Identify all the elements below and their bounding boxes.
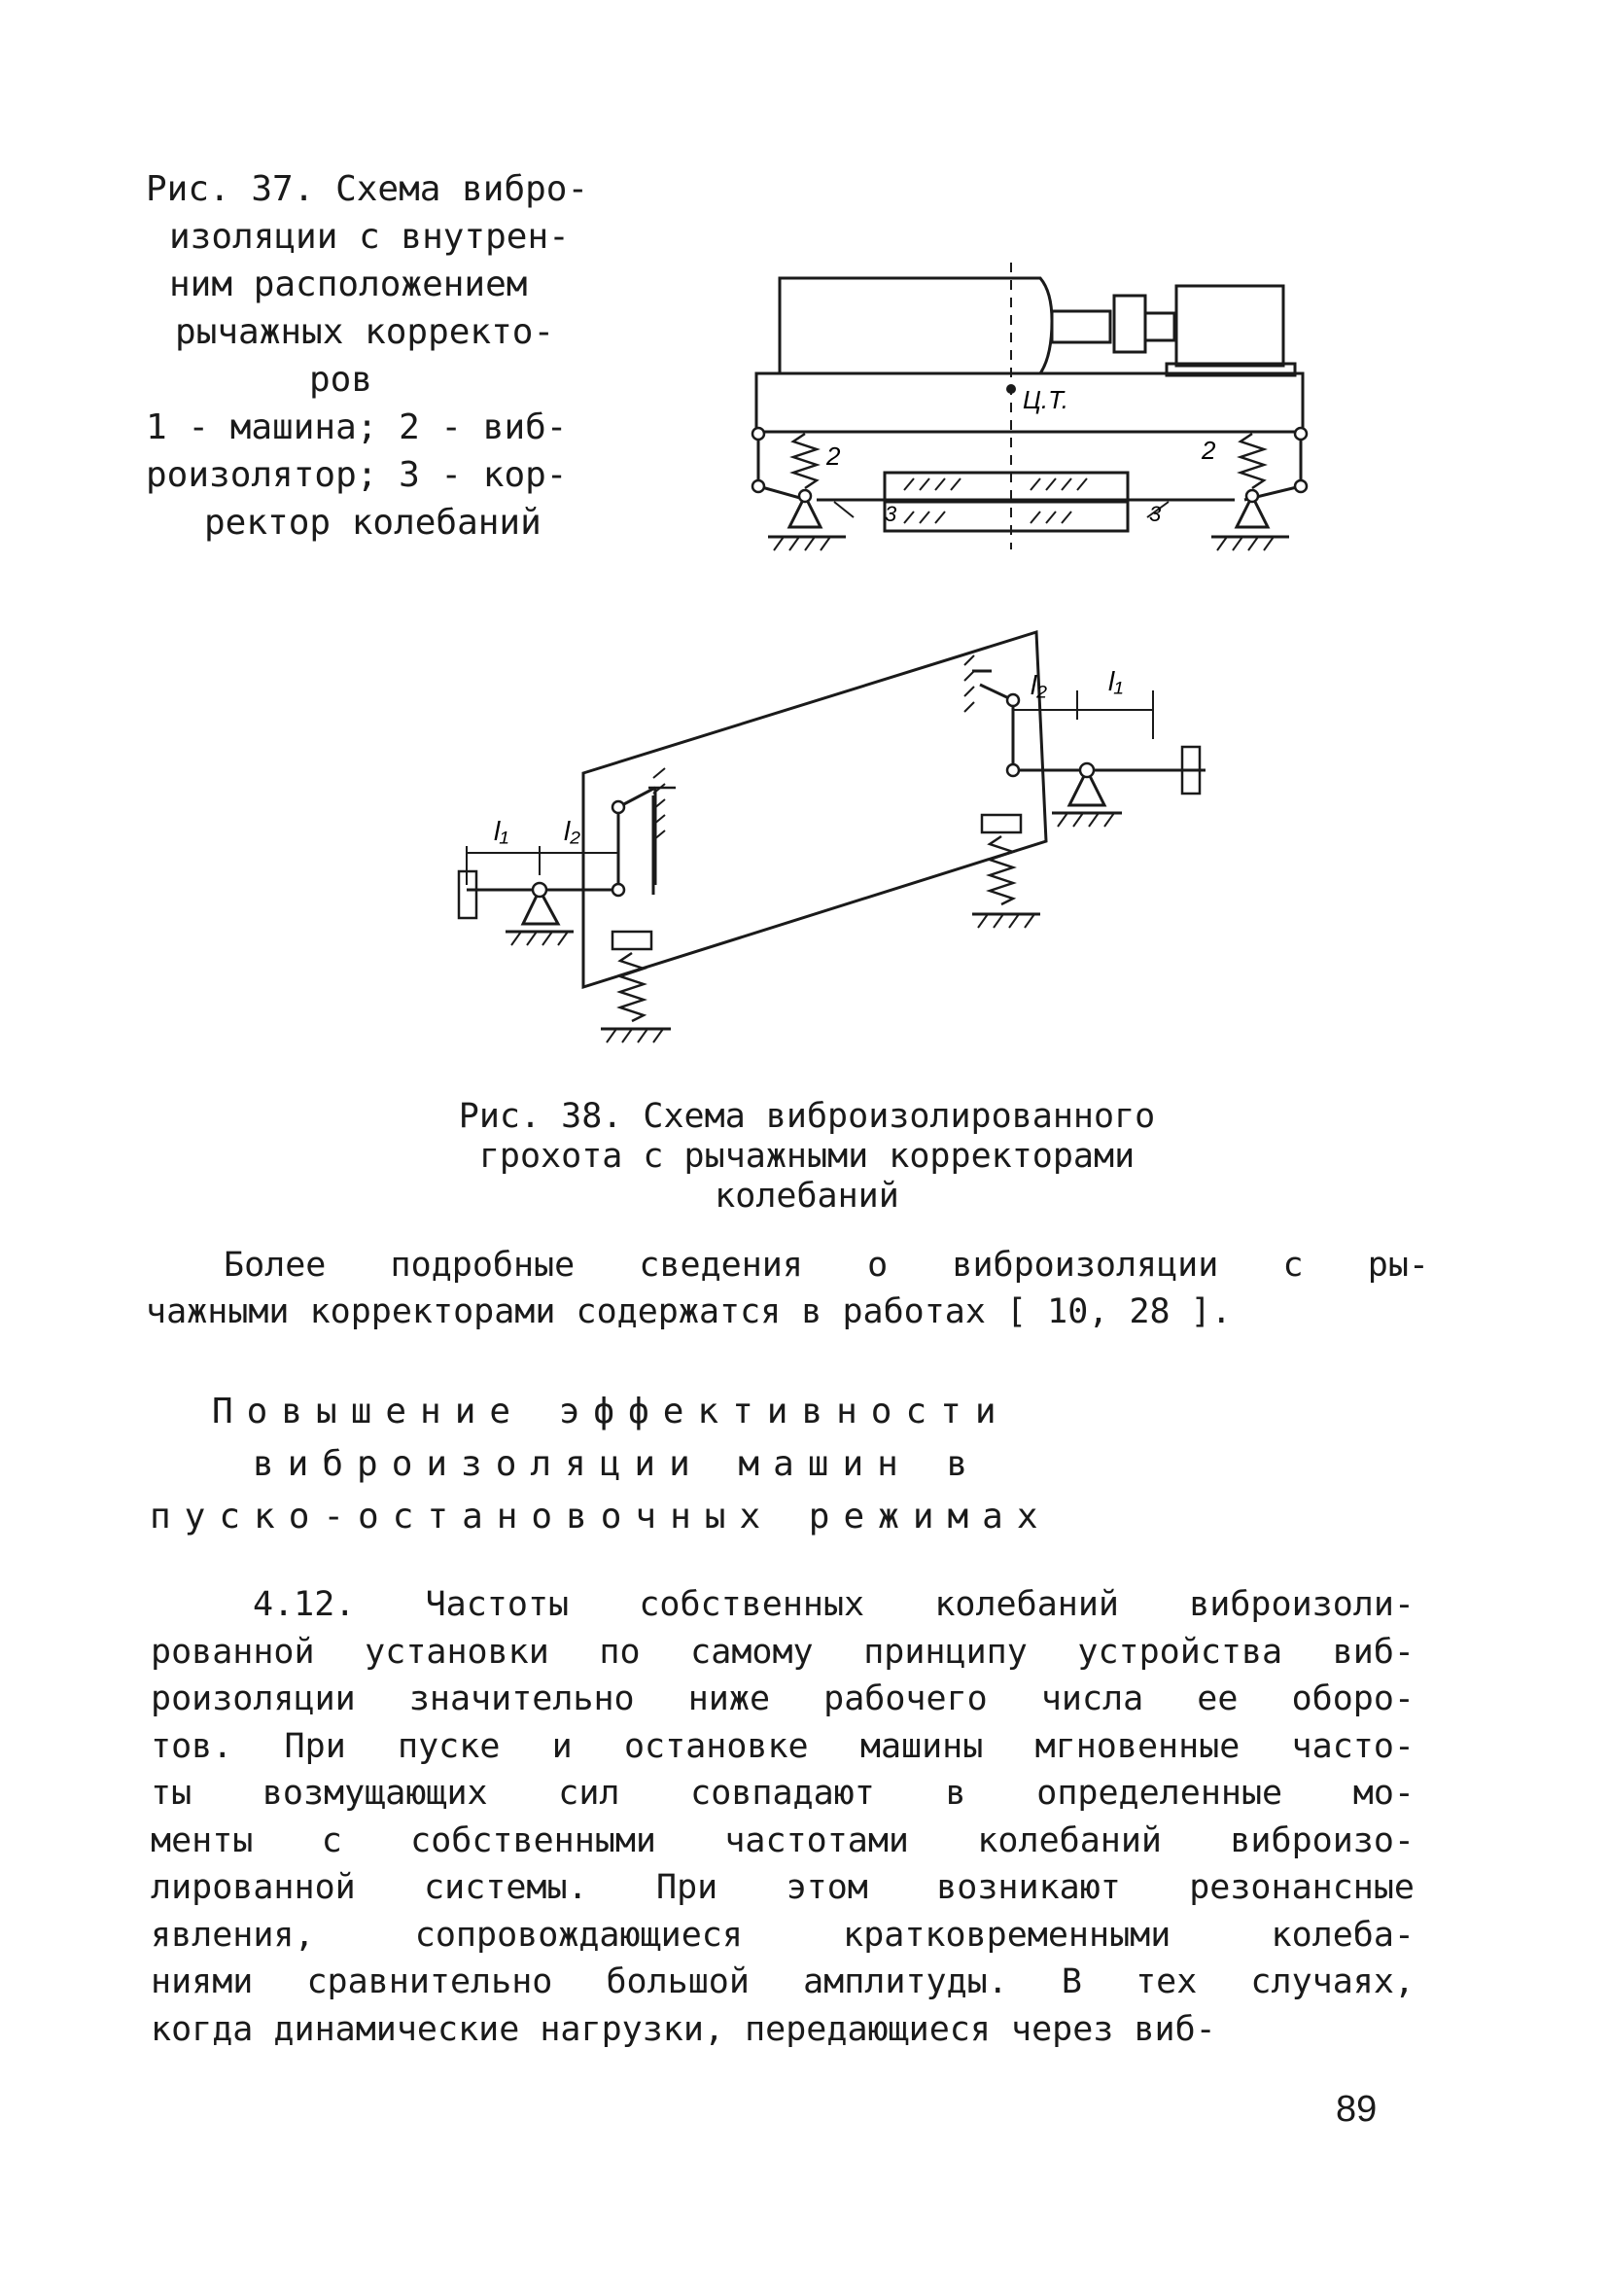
figure-37-caption-line: Рис. 37. Схема вибро- <box>146 169 589 209</box>
figure-38-caption-line: Рис. 38. Схема виброизолированного <box>458 1097 1156 1136</box>
center-of-mass-dot <box>1006 384 1016 394</box>
label-l2-right: l₂ <box>1031 670 1047 700</box>
coupling <box>1114 296 1145 352</box>
figure-37-caption-line: изоляции с внутрен- <box>169 217 570 257</box>
figure-37-caption-line: ров <box>309 360 373 400</box>
figure-37-caption-line: ним расположением <box>169 265 528 304</box>
spring-right <box>1241 434 1264 488</box>
spring-plate-left <box>612 932 651 949</box>
figure-38-caption <box>292 1097 1322 1217</box>
figure-38-caption-line: грохота с рычажными корректорами <box>478 1137 1136 1176</box>
figure-38-caption-line: колебаний <box>715 1177 899 1216</box>
paragraph-line: тов. При пуске и остановке машины мгновенные часто- <box>151 1726 1415 1766</box>
figure-37-caption-line: рычажных корректо- <box>175 312 555 352</box>
section-heading-line: Повышение эффективности <box>212 1392 1010 1431</box>
spring-left <box>620 953 644 1021</box>
paragraph-references <box>146 1242 1429 1335</box>
label-l1-right: l₁ <box>1108 666 1124 696</box>
paragraph-line: менты с собственными частотами колебаний виброизо- <box>151 1820 1415 1860</box>
section-heading <box>146 1386 1361 1543</box>
paragraph-line: лированной системы. При этом возникают резонансные <box>151 1868 1415 1907</box>
figure-37-caption-line: 1 - машина; 2 - виб- <box>146 407 568 447</box>
shaft-right <box>1145 313 1174 340</box>
paragraph-4-12 <box>151 1581 1415 2053</box>
label-corrector-right: 3 <box>1149 502 1162 526</box>
paragraph-line: явления, сопровождающиеся кратковременными колеба- <box>151 1915 1415 1955</box>
paragraph-line: когда динамические нагрузки, передающиеся через виб- <box>151 2009 1216 2049</box>
label-l1-left: l₁ <box>494 816 509 846</box>
shaft-left <box>1052 311 1110 342</box>
paragraph-line: роизоляции значительно ниже рабочего числа ее оборо- <box>151 1679 1415 1718</box>
label-l2-left: l₂ <box>564 816 580 846</box>
figure-37-caption <box>146 165 671 547</box>
paragraph-line: чажными корректорами содержатся в работах [ 10, 28 ]. <box>146 1292 1232 1331</box>
driven-machine <box>1176 286 1283 366</box>
page-number: 89 <box>1336 2089 1378 2130</box>
section-heading-line: виброизоляции машин в <box>253 1444 982 1484</box>
paragraph-line: Более подробные сведения о виброизоляции с ры- <box>224 1246 1429 1285</box>
figure-38-diagram <box>447 622 1206 1050</box>
figure-37-caption-line: ректор колебаний <box>204 503 542 543</box>
label-spring-right: 2 <box>1202 436 1216 465</box>
figure-37-caption-line: роизолятор; 3 - кор- <box>146 455 568 495</box>
label-center-of-mass: Ц.Т. <box>1023 385 1068 414</box>
paragraph-line: ниями сравнительно большой амплитуды. В тех случаях, <box>151 1962 1415 2001</box>
spring-plate-right <box>982 815 1021 832</box>
paragraph-line: рованной установки по самому принципу устройства виб- <box>151 1632 1415 1672</box>
label-corrector-left: 3 <box>885 502 897 526</box>
section-heading-line: пуско-остановочных режимах <box>150 1497 1052 1537</box>
figure-37-diagram <box>739 253 1322 554</box>
label-spring-left: 2 <box>826 442 841 471</box>
spring-left <box>793 434 817 488</box>
spring-right <box>990 836 1013 904</box>
paragraph-line: 4.12. Частоты собственных колебаний виброизоли- <box>253 1585 1415 1624</box>
paragraph-line: ты возмущающих сил совпадают в определенные мо- <box>151 1774 1415 1813</box>
